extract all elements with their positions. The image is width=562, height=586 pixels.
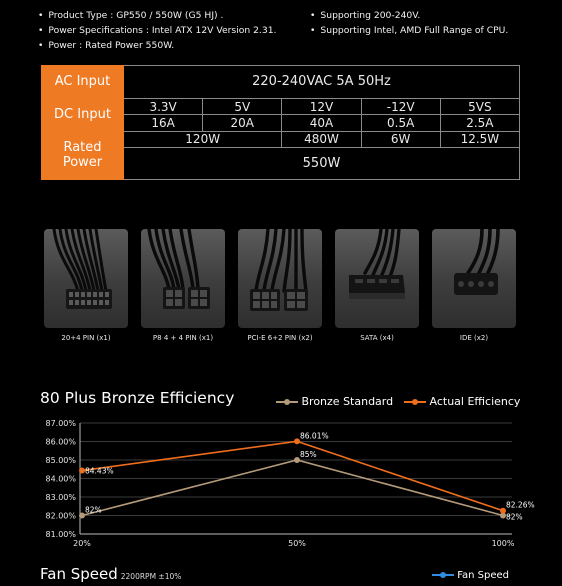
spec-list bbox=[38, 9, 548, 52]
rail-5vs: 5VS bbox=[440, 98, 519, 114]
x-tick-label: 50% bbox=[288, 539, 306, 548]
spec-power-specification: • Power Specifications : Intel ATX 12V Version 2.31. bbox=[38, 24, 310, 37]
actual-efficiency-data-label: 84.43% bbox=[85, 466, 114, 476]
rated-total: 550W bbox=[124, 148, 520, 180]
atx-24pin-connector-icon bbox=[44, 229, 128, 328]
dc-rail-row bbox=[42, 98, 520, 114]
efficiency-line-chart bbox=[0, 410, 562, 550]
current-12v: 40A bbox=[282, 115, 361, 131]
y-tick-label: 84.00% bbox=[45, 474, 76, 484]
current-5v: 20A bbox=[203, 115, 282, 131]
cpu-8pin-connector-icon bbox=[141, 229, 225, 328]
connector-label-ide: IDE (x2) bbox=[459, 334, 489, 342]
y-tick-label: 87.00% bbox=[45, 419, 76, 428]
efficiency-chart-title: 80 Plus Bronze Efficiency bbox=[40, 389, 235, 407]
legend-actual-efficiency bbox=[404, 395, 520, 408]
y-tick-label: 81.00% bbox=[45, 530, 76, 539]
legend-actual-swatch bbox=[404, 397, 426, 407]
spec-cpu-support: • Supporting Intel, AMD Full Range of CPU. bbox=[310, 24, 548, 37]
connector-label-atx: 20+4 PIN (x1) bbox=[61, 334, 111, 342]
legend-fan-label: Fan Speed bbox=[457, 570, 510, 581]
legend-fan-speed bbox=[432, 570, 509, 581]
molex-connector-icon bbox=[432, 229, 516, 328]
spec-product-type: • Product Type : GP550 / 550W (G5 HJ) . bbox=[38, 9, 310, 22]
rail-12v: 12V bbox=[282, 98, 361, 114]
spec-voltage-support: • Supporting 200-240V. bbox=[310, 9, 548, 22]
rail-5v: 5V bbox=[203, 98, 282, 114]
x-tick-label: 100% bbox=[491, 539, 515, 548]
current-neg12v: 0.5A bbox=[361, 115, 440, 131]
bronze-standard-data-label: 85% bbox=[300, 450, 317, 459]
sata-connector-icon bbox=[335, 229, 419, 328]
rail-3v3: 3.3V bbox=[124, 98, 203, 114]
legend-fan-swatch bbox=[432, 570, 454, 580]
y-tick-label: 82.00% bbox=[45, 511, 76, 521]
pcie-connector-icon bbox=[238, 229, 322, 328]
rated-neg12v: 6W bbox=[361, 131, 440, 147]
spec-rated-power: • Power : Rated Power 550W. bbox=[38, 39, 310, 52]
dc-input-header: DC Input bbox=[42, 98, 124, 131]
connector-label-pcie: PCI-E 6+2 PIN (x2) bbox=[247, 334, 313, 342]
bronze-standard-data-label: 82% bbox=[85, 505, 102, 515]
legend-bronze-swatch bbox=[276, 397, 298, 407]
ac-input-value: 220-240VAC 5A 50Hz bbox=[124, 66, 520, 99]
connector-label-cpu: P8 4 + 4 PIN (x1) bbox=[152, 334, 214, 342]
fan-speed-rpm: 2200RPM ±10% bbox=[120, 572, 182, 581]
actual-efficiency-data-label: 86.01% bbox=[300, 431, 329, 441]
current-3v3: 16A bbox=[124, 115, 203, 131]
rated-3v3-5v: 120W bbox=[124, 131, 282, 147]
y-tick-label: 85.00% bbox=[45, 456, 76, 465]
legend-bronze-label: Bronze Standard bbox=[301, 395, 394, 408]
current-5vs: 2.5A bbox=[440, 115, 519, 131]
actual-efficiency-line bbox=[82, 441, 503, 510]
fan-speed-section bbox=[40, 565, 181, 583]
bronze-standard-data-label: 82% bbox=[506, 512, 523, 522]
rail-neg12v: -12V bbox=[361, 98, 440, 114]
rated-12v: 480W bbox=[282, 131, 361, 147]
actual-efficiency-data-label: 82.26% bbox=[506, 500, 535, 510]
connector-label-sata: SATA (x4) bbox=[360, 334, 394, 342]
rated-split-row bbox=[42, 131, 520, 147]
y-tick-label: 86.00% bbox=[45, 437, 76, 447]
rated-power-header: Rated Power bbox=[42, 131, 124, 179]
legend-actual-label: Actual Efficiency bbox=[429, 395, 521, 408]
ac-input-header: AC Input bbox=[42, 66, 124, 99]
x-tick-label: 20% bbox=[73, 539, 91, 548]
legend-bronze-standard bbox=[276, 395, 393, 408]
ac-input-row bbox=[42, 66, 520, 99]
y-tick-label: 83.00% bbox=[45, 493, 76, 502]
rated-5vs: 12.5W bbox=[440, 131, 519, 147]
fan-speed-title: Fan Speed bbox=[40, 565, 118, 583]
power-rating-table bbox=[41, 65, 520, 180]
bronze-standard-line bbox=[82, 460, 503, 516]
